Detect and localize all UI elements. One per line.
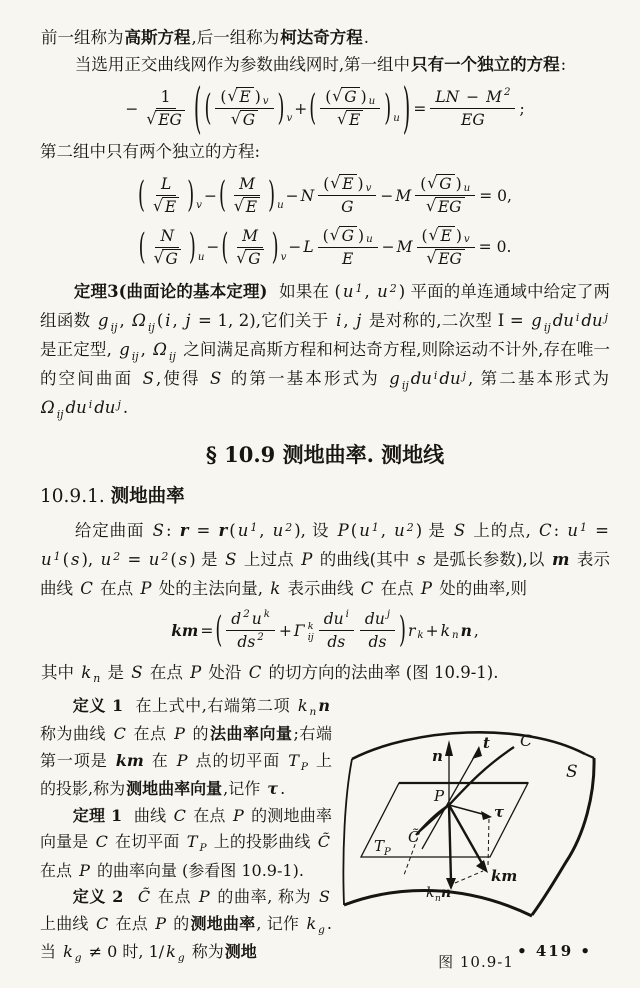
label-C: C	[520, 730, 533, 750]
label-tau: τ	[494, 802, 505, 821]
kn-normal-curvature-line: 其中 k $_n$ 是 S 在点 P 处沿 C 的切方向的法曲率 (图 10.9-1).	[41, 662, 499, 686]
theorem-1-paragraph: 定理 1 曲线 C 在点 P 的测地曲率向量是 C 在切平面 T $_P$ 上的投影曲线 C̃ 在点 P 的曲率向量 (参看图 10.9-1).	[40, 805, 338, 880]
label-t: t	[483, 733, 490, 752]
figure-image	[342, 699, 610, 941]
two-column-section	[40, 693, 610, 971]
given-surface-paragraph: 给定曲面 S : r = r ( u $^1$ , u $^2$ ), 设 P ( u $^1$ , u $^2$ ) 是 S 上的点, C : u $^1$ = u $^1$ ( s ), u $^2$ = u $^2$ ( s ) 是 S 上过点 P 的曲线(其中 s 是弧长参数),以 m 表示曲线 C 在点 P 处的主法向量, k 表示曲线 C 在点 P 处的曲率,则	[40, 520, 615, 599]
label-C-tilde: C̃	[408, 827, 420, 846]
page-number: • 419 •	[517, 942, 592, 960]
label-kn-n: n	[441, 884, 452, 901]
intro-line-2: 当选用正交曲线网作为参数曲线网时,第一组中只有一个独立的方程:	[74, 55, 567, 74]
label-kn-sub: n	[435, 893, 441, 904]
subsection-heading	[40, 483, 610, 510]
formula-km-decomposition: km = ( d 2 u k ds 2 + Γ k ij du i ds du j ds ) r k + k n n ,	[171, 608, 479, 652]
label-P: P	[434, 786, 445, 805]
label-km: km	[491, 866, 518, 885]
label-kn-k: k	[426, 884, 435, 901]
formula-codazzi-2: ( N √ G ) u − ( M √ G ) v − L ( √ G ) u E − M ( √ E ) v √ EG = 0.	[138, 225, 512, 269]
definition-1-paragraph: 定义 1 在上式中,右端第二项 k $_n$ n 称为曲线 C 在点 P 的法曲率向量;右端第一项是 km 在 P 点的切平面 T $_P$ 上的投影,称为测地曲率向量,记作 τ .	[40, 695, 338, 799]
formula-gauss-equation: − 1 √ EG ( ( ( √ E ) v √ G ) v + ( ( √ G ) u √ E ) u ) = LN − M 2 EG ;	[125, 76, 525, 141]
parallelogram-dashed-lines	[455, 819, 489, 883]
label-TP-sub: P	[384, 846, 391, 858]
surface-S-outline	[343, 732, 594, 916]
formula-codazzi-1: ( L √ E ) v − ( M √ E ) u − N ( √ E ) v G − M ( √ G ) u √ EG = 0,	[138, 173, 512, 217]
section-heading: § 10.9 测地曲率. 测地线	[205, 442, 445, 468]
label-S: S	[566, 761, 578, 782]
intro-line-1: 前一组称为高斯方程,后一组称为柯达奇方程.	[41, 28, 369, 47]
definition-2-paragraph: 定义 2 C̃ 在点 P 的曲率, 称为 S 上曲线 C 在点 P 的测地曲率, 记作 k $_g$ . 当 k $_g$ ≠ 0 时, 1/ k $_g$ 称为测地	[40, 887, 338, 965]
theorem-3-paragraph: 定理3(曲面论的基本定理) 如果在 ( u $^1$ , u $^2$ ) 平面的单连通域中给定了两组函数 g $_{ij}$ , Ω $_{ij}$ ( i , j = 1, 2),它们关于 i , j 是对称的,二次型 I = g $_{ij}$ du $^i$ du $^j$ 是正定型, g $_{ij}$ , Ω $_{ij}$ 之间满足高斯方程和柯达奇方程,则除运动不计外,存在唯一的空间曲面 S ,使得 S 的第一基本形式为 g $_{ij}$ du $^i$ du $^j$ , 第二基本形式为 Ω $_{ij}$ du $^i$ du $^j$ .	[40, 281, 616, 421]
label-TP: T	[374, 836, 385, 855]
subsection-number: 10.9.1.	[40, 486, 111, 508]
second-group-line: 第二组中只有两个独立的方程:	[40, 141, 261, 161]
label-n: n	[432, 746, 443, 765]
figure-caption: 图 10.9-1	[438, 952, 514, 971]
vector-kn-n	[446, 805, 456, 890]
tangent-line-t	[422, 746, 482, 849]
subsection-title: 测地曲率	[110, 486, 185, 508]
